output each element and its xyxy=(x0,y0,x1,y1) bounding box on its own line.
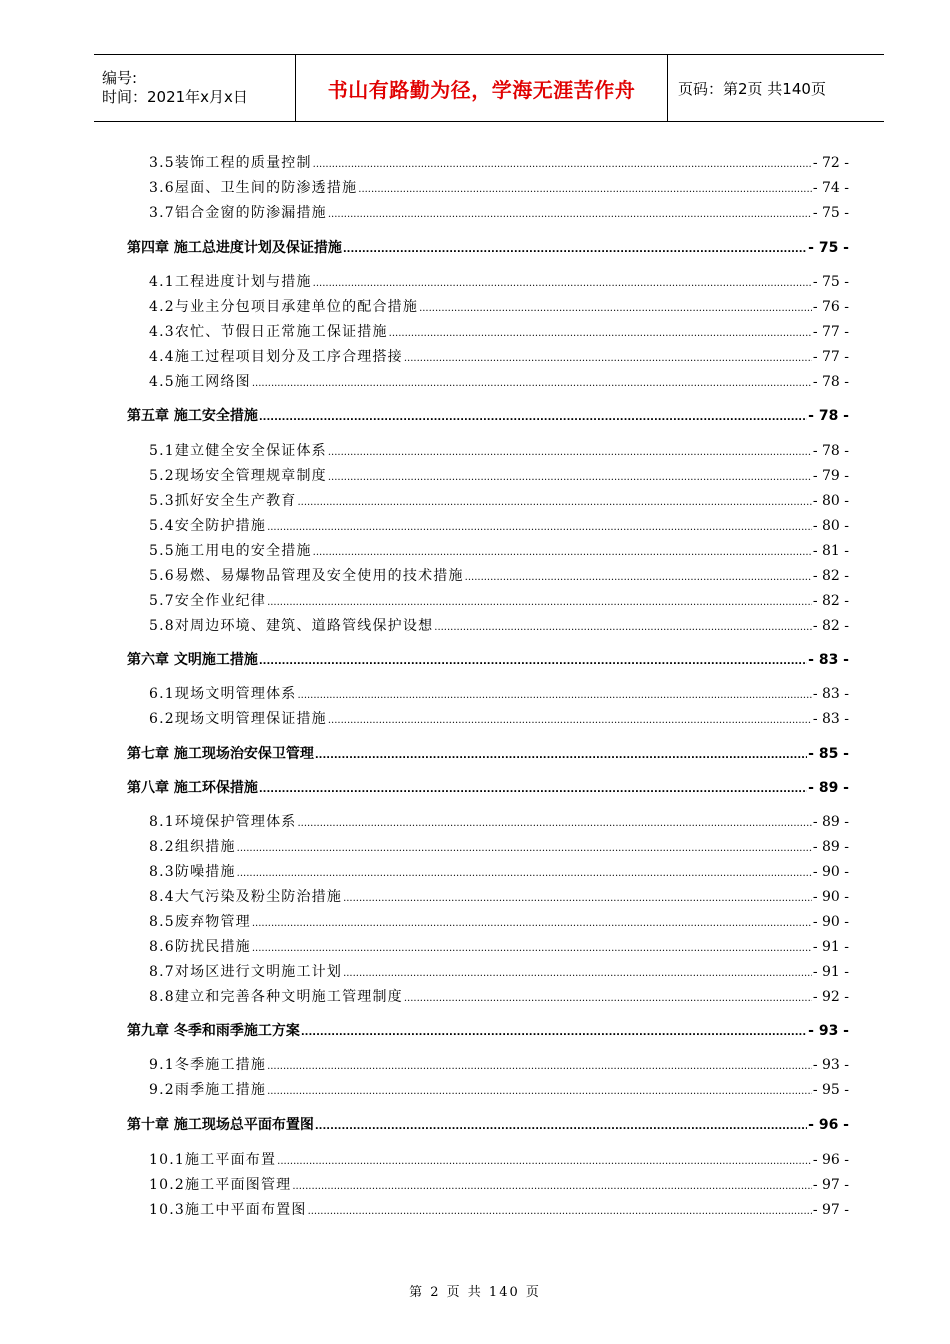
toc-entry-title: 10.1施工平面布置 xyxy=(149,1152,277,1168)
toc-dot-leader xyxy=(343,889,812,909)
toc-dot-leader xyxy=(277,1152,812,1172)
toc-chapter-entry[interactable] xyxy=(127,238,849,258)
toc-section-entry[interactable] xyxy=(149,1175,849,1195)
toc-entry-title: 5.2现场安全管理规章制度 xyxy=(149,468,327,484)
toc-entry-title: 5.7安全作业纪律 xyxy=(149,593,267,609)
toc-section-entry[interactable] xyxy=(149,709,849,729)
toc-entry-title: 4.5施工网络图 xyxy=(149,374,251,390)
toc-entry-page: - 90 - xyxy=(812,914,849,930)
toc-dot-leader xyxy=(252,914,812,934)
toc-entry-title: 第十章 施工现场总平面布置图 xyxy=(127,1117,314,1133)
toc-entry-title: 第四章 施工总进度计划及保证措施 xyxy=(127,240,342,256)
toc-section-entry[interactable] xyxy=(149,491,849,511)
toc-entry-page: - 74 - xyxy=(812,180,849,196)
toc-entry-title: 4.1工程进度计划与措施 xyxy=(149,274,312,290)
toc-section-entry[interactable] xyxy=(149,297,849,317)
toc-dot-leader xyxy=(343,240,807,260)
toc-entry-title: 4.4施工过程项目划分及工序合理搭接 xyxy=(149,349,403,365)
toc-dot-leader xyxy=(313,543,812,563)
toc-dot-leader xyxy=(267,518,812,538)
toc-entry-page: - 78 - xyxy=(808,408,849,424)
toc-entry-title: 10.2施工平面图管理 xyxy=(149,1177,292,1193)
toc-section-entry[interactable] xyxy=(149,887,849,907)
toc-section-entry[interactable] xyxy=(149,837,849,857)
toc-entry-page: - 83 - xyxy=(812,686,849,702)
toc-dot-leader xyxy=(313,274,812,294)
doc-code-label: 编号: xyxy=(102,69,138,87)
toc-entry-page: - 75 - xyxy=(812,205,849,221)
toc-entry-title: 9.2雨季施工措施 xyxy=(149,1082,267,1098)
toc-entry-title: 10.3施工中平面布置图 xyxy=(149,1202,307,1218)
header-motto-cell xyxy=(295,55,668,121)
toc-dot-leader xyxy=(259,780,807,800)
toc-section-entry[interactable] xyxy=(149,203,849,223)
toc-dot-leader xyxy=(358,180,812,200)
toc-entry-page: - 89 - xyxy=(812,839,849,855)
toc-entry-title: 9.1冬季施工措施 xyxy=(149,1057,267,1073)
toc-entry-title: 8.1环境保护管理体系 xyxy=(149,814,297,830)
toc-entry-page: - 96 - xyxy=(812,1152,849,1168)
toc-dot-leader xyxy=(267,593,812,613)
toc-section-entry[interactable] xyxy=(149,153,849,173)
toc-dot-leader xyxy=(301,1023,807,1043)
toc-entry-title: 6.1现场文明管理体系 xyxy=(149,686,297,702)
toc-dot-leader xyxy=(328,205,812,225)
toc-entry-title: 5.5施工用电的安全措施 xyxy=(149,543,312,559)
toc-section-entry[interactable] xyxy=(149,178,849,198)
toc-dot-leader xyxy=(297,686,811,706)
toc-chapter-entry[interactable] xyxy=(127,650,849,670)
toc-entry-title: 5.4安全防护措施 xyxy=(149,518,267,534)
doc-time-label: 时间：2021年x月x日 xyxy=(102,88,248,106)
toc-chapter-entry[interactable] xyxy=(127,1115,849,1135)
toc-dot-leader xyxy=(259,408,807,428)
toc-entry-page: - 82 - xyxy=(812,568,849,584)
toc-entry-title: 5.6易燃、易爆物品管理及安全使用的技术措施 xyxy=(149,568,464,584)
toc-dot-leader xyxy=(315,1117,807,1137)
toc-entry-page: - 90 - xyxy=(812,889,849,905)
toc-entry-title: 8.7对场区进行文明施工计划 xyxy=(149,964,343,980)
toc-dot-leader xyxy=(308,1202,812,1222)
toc-chapter-entry[interactable] xyxy=(127,1021,849,1041)
toc-entry-page: - 95 - xyxy=(812,1082,849,1098)
toc-entry-title: 5.1建立健全安全保证体系 xyxy=(149,443,327,459)
toc-section-entry[interactable] xyxy=(149,1200,849,1220)
toc-dot-leader xyxy=(465,568,812,588)
toc-entry-page: - 91 - xyxy=(812,964,849,980)
header-page-info-cell xyxy=(668,55,884,121)
toc-dot-leader xyxy=(315,746,807,766)
toc-section-entry[interactable] xyxy=(149,541,849,561)
toc-section-entry[interactable] xyxy=(149,322,849,342)
toc-section-entry[interactable] xyxy=(149,591,849,611)
toc-entry-page: - 79 - xyxy=(812,468,849,484)
toc-entry-title: 5.3抓好安全生产教育 xyxy=(149,493,297,509)
toc-entry-title: 第五章 施工安全措施 xyxy=(127,408,258,424)
toc-entry-page: - 89 - xyxy=(808,780,849,796)
toc-entry-title: 8.5废弃物管理 xyxy=(149,914,251,930)
toc-dot-leader xyxy=(237,839,812,859)
toc-section-entry[interactable] xyxy=(149,937,849,957)
toc-entry-page: - 96 - xyxy=(808,1117,849,1133)
toc-entry-page: - 75 - xyxy=(812,274,849,290)
toc-entry-page: - 77 - xyxy=(812,324,849,340)
toc-section-entry[interactable] xyxy=(149,466,849,486)
toc-entry-title: 3.6屋面、卫生间的防渗透措施 xyxy=(149,180,358,196)
toc-dot-leader xyxy=(328,468,812,488)
toc-section-entry[interactable] xyxy=(149,516,849,536)
toc-entry-title: 3.5装饰工程的质量控制 xyxy=(149,155,312,171)
toc-entry-page: - 82 - xyxy=(812,593,849,609)
toc-section-entry[interactable] xyxy=(149,987,849,1007)
toc-dot-leader xyxy=(343,964,812,984)
toc-entry-title: 第七章 施工现场治安保卫管理 xyxy=(127,746,314,762)
toc-dot-leader xyxy=(328,711,812,731)
toc-entry-page: - 75 - xyxy=(808,240,849,256)
toc-entry-title: 8.2组织措施 xyxy=(149,839,236,855)
toc-chapter-entry[interactable] xyxy=(127,778,849,798)
toc-entry-title: 3.7铝合金窗的防渗漏措施 xyxy=(149,205,327,221)
page-header xyxy=(94,54,884,122)
page-footer: 第 2 页 共 140 页 xyxy=(409,1285,541,1300)
header-meta xyxy=(94,55,295,121)
toc-entry-title: 4.2与业主分包项目承建单位的配合措施 xyxy=(149,299,419,315)
toc-entry-page: - 93 - xyxy=(812,1057,849,1073)
toc-entry-title: 8.8建立和完善各种文明施工管理制度 xyxy=(149,989,403,1005)
toc-dot-leader xyxy=(259,652,807,672)
toc-entry-page: - 82 - xyxy=(812,618,849,634)
toc-dot-leader xyxy=(237,864,812,884)
toc-dot-leader xyxy=(252,939,812,959)
toc-entry-page: - 97 - xyxy=(812,1177,849,1193)
toc-entry-page: - 85 - xyxy=(808,746,849,762)
toc-entry-page: - 93 - xyxy=(808,1023,849,1039)
toc-entry-page: - 76 - xyxy=(812,299,849,315)
toc-entry-title: 第六章 文明施工措施 xyxy=(127,652,258,668)
toc-chapter-entry[interactable] xyxy=(127,744,849,764)
toc-section-entry[interactable] xyxy=(149,616,849,636)
toc-section-entry[interactable] xyxy=(149,1150,849,1170)
toc-section-entry[interactable] xyxy=(149,912,849,932)
toc-dot-leader xyxy=(297,493,811,513)
toc-entry-page: - 83 - xyxy=(812,711,849,727)
toc-entry-page: - 91 - xyxy=(812,939,849,955)
toc-entry-page: - 77 - xyxy=(812,349,849,365)
toc-entry-page: - 89 - xyxy=(812,814,849,830)
toc-chapter-entry[interactable] xyxy=(127,406,849,426)
toc-dot-leader xyxy=(292,1177,811,1197)
toc-section-entry[interactable] xyxy=(149,812,849,832)
header-motto: 书山有路勤为径，学海无涯苦作舟 xyxy=(327,77,636,102)
toc-dot-leader xyxy=(297,814,811,834)
toc-entry-title: 第九章 冬季和雨季施工方案 xyxy=(127,1023,300,1039)
toc-section-entry[interactable] xyxy=(149,1055,849,1075)
toc-dot-leader xyxy=(419,299,812,319)
toc-section-entry[interactable] xyxy=(149,347,849,367)
toc-section-entry[interactable] xyxy=(149,441,849,461)
toc-section-entry[interactable] xyxy=(149,962,849,982)
toc-entry-title: 8.3防噪措施 xyxy=(149,864,236,880)
toc-entry-page: - 80 - xyxy=(812,493,849,509)
toc-dot-leader xyxy=(404,349,812,369)
toc-dot-leader xyxy=(313,155,812,175)
toc-dot-leader xyxy=(328,443,812,463)
toc-dot-leader xyxy=(434,618,812,638)
toc-section-entry[interactable] xyxy=(149,566,849,586)
toc-entry-page: - 78 - xyxy=(812,443,849,459)
toc-entry-title: 6.2现场文明管理保证措施 xyxy=(149,711,327,727)
toc-entry-page: - 97 - xyxy=(812,1202,849,1218)
header-page-info: 页码：第2页 共140页 xyxy=(678,79,826,98)
toc-section-entry[interactable] xyxy=(149,272,849,292)
toc-dot-leader xyxy=(252,374,812,394)
toc-section-entry[interactable] xyxy=(149,1080,849,1100)
toc-entry-page: - 72 - xyxy=(812,155,849,171)
toc-entry-page: - 81 - xyxy=(812,543,849,559)
toc-entry-page: - 80 - xyxy=(812,518,849,534)
toc-dot-leader xyxy=(267,1057,812,1077)
toc-entry-page: - 90 - xyxy=(812,864,849,880)
toc-section-entry[interactable] xyxy=(149,372,849,392)
toc-entry-title: 5.8对周边环境、建筑、道路管线保护设想 xyxy=(149,618,434,634)
toc-entry-page: - 83 - xyxy=(808,652,849,668)
toc-section-entry[interactable] xyxy=(149,862,849,882)
toc-entry-page: - 78 - xyxy=(812,374,849,390)
toc-dot-leader xyxy=(404,989,812,1009)
toc-dot-leader xyxy=(267,1082,812,1102)
toc-dot-leader xyxy=(389,324,812,344)
toc-entry-title: 8.4大气污染及粉尘防治措施 xyxy=(149,889,343,905)
toc-entry-title: 8.6防扰民措施 xyxy=(149,939,251,955)
toc-section-entry[interactable] xyxy=(149,684,849,704)
toc-entry-title: 4.3农忙、节假日正常施工保证措施 xyxy=(149,324,388,340)
toc-entry-title: 第八章 施工环保措施 xyxy=(127,780,258,796)
toc-entry-page: - 92 - xyxy=(812,989,849,1005)
